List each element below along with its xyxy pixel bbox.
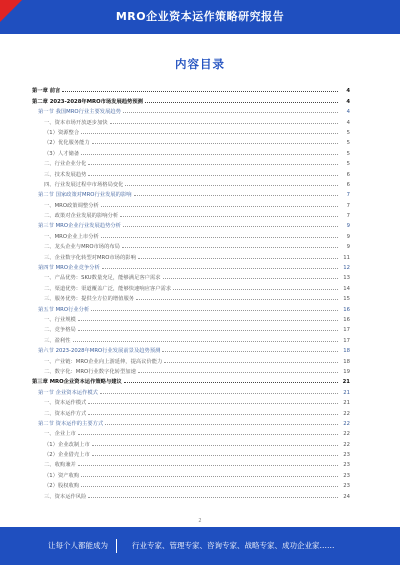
- toc-entry-label: 一、行业规模: [44, 316, 76, 323]
- toc-entry[interactable]: [32, 271, 350, 281]
- toc-entry-label: 一、MRO政策调整分析: [44, 202, 99, 209]
- toc-leader-dots: [62, 91, 338, 92]
- toc-entry-page: 23: [343, 462, 350, 469]
- toc-entry-label: （1）企业改制上市: [44, 441, 90, 448]
- toc-leader-dots: [173, 289, 338, 290]
- toc-entry[interactable]: [32, 281, 350, 291]
- toc-entry-page: 17: [343, 337, 350, 344]
- toc-entry[interactable]: [32, 468, 350, 478]
- toc-entry-page: 22: [343, 410, 350, 417]
- toc-entry[interactable]: [32, 437, 350, 447]
- toc-entry[interactable]: [32, 219, 350, 229]
- toc-leader-dots: [78, 330, 338, 331]
- toc-entry-page: 24: [343, 493, 350, 500]
- toc-entry-page: 16: [343, 306, 350, 313]
- toc-entry-page: 5: [346, 161, 350, 168]
- toc-entry-page: 4: [346, 119, 350, 126]
- footer-tagline: 行业专家、管理专家、咨询专家、战略专家、成功企业家……: [132, 541, 335, 550]
- toc-entry-label: 第三节 MRO企业行业发展趋势分析: [38, 223, 121, 230]
- toc-entry[interactable]: [32, 115, 350, 125]
- toc-entry-label: 三、服务优势：提供全方位的增值服务: [44, 296, 135, 303]
- toc-entry-page: 5: [346, 129, 350, 136]
- toc-leader-dots: [145, 102, 338, 103]
- toc-entry[interactable]: [32, 396, 350, 406]
- toc-leader-dots: [73, 341, 339, 342]
- toc-entry-label: 二、行业企业分化: [44, 161, 87, 168]
- toc-entry-label: 一、产品优势：SKU数量充足，能够满足客户需求: [44, 275, 161, 282]
- toc-entry[interactable]: [32, 105, 350, 115]
- toc-entry[interactable]: [32, 94, 350, 104]
- toc-entry[interactable]: [32, 240, 350, 250]
- toc-entry-label: 一、产业链：MRO企业向上游延伸，提高议价能力: [44, 358, 163, 365]
- toc-leader-dots: [101, 237, 338, 238]
- toc-entry-page: 9: [346, 223, 350, 230]
- toc-leader-dots: [88, 403, 338, 404]
- toc-leader-dots: [164, 362, 338, 363]
- toc-leader-dots: [81, 133, 338, 134]
- toc-entry-label: （3）人才储备: [44, 150, 80, 157]
- toc-entry-label: 二、政策对企业发展的影响分析: [44, 213, 119, 220]
- toc-entry-page: 9: [346, 244, 350, 251]
- toc-leader-dots: [78, 434, 338, 435]
- toc-entry-page: 7: [346, 213, 350, 220]
- toc-entry[interactable]: [32, 198, 350, 208]
- toc-entry[interactable]: [32, 313, 350, 323]
- toc-entry[interactable]: [32, 157, 350, 167]
- toc-leader-dots: [110, 123, 338, 124]
- toc-entry[interactable]: [32, 302, 350, 312]
- toc-leader-dots: [92, 445, 338, 446]
- toc-entry-page: 5: [346, 140, 350, 147]
- toc-entry-label: 三、盈利性: [44, 337, 71, 344]
- toc-entry-label: 一、企业上市: [44, 431, 76, 438]
- toc-leader-dots: [101, 206, 338, 207]
- toc-entry-label: 第五节 MRO行业分析: [38, 306, 90, 313]
- toc-entry-label: 二、渠道优势：渠道覆盖广泛，能够快速响应客户需求: [44, 285, 172, 292]
- toc-leader-dots: [88, 164, 338, 165]
- toc-entry[interactable]: [32, 344, 350, 354]
- toc-entry-label: 二、数字化：MRO行业数字化转型加速: [44, 368, 136, 375]
- toc-entry[interactable]: [32, 136, 350, 146]
- toc-entry[interactable]: [32, 323, 350, 333]
- toc-entry-page: 4: [346, 88, 350, 95]
- toc-entry-page: 9: [346, 233, 350, 240]
- toc-leader-dots: [138, 258, 338, 259]
- toc-entry[interactable]: [32, 84, 350, 94]
- toc-entry-label: 四、行业发展过程中市场格局变化: [44, 181, 124, 188]
- toc-entry[interactable]: [32, 385, 350, 395]
- toc-heading: 内容目录: [175, 57, 225, 71]
- toc-entry-page: 21: [342, 379, 350, 386]
- toc-entry-page: 23: [343, 452, 350, 459]
- toc-entry-label: 第一节 我国MRO行业主要发展趋势: [38, 109, 121, 116]
- toc-entry-page: 18: [343, 348, 350, 355]
- toc-entry-label: 一、MRO企业上市分析: [44, 233, 99, 240]
- toc-entry[interactable]: [32, 417, 350, 427]
- toc-entry[interactable]: [32, 354, 350, 364]
- toc-leader-dots: [81, 154, 338, 155]
- toc-entry-page: 21: [343, 389, 350, 396]
- toc-entry-label: 第一节 企业资本运作模式: [38, 389, 98, 396]
- toc-entry-label: 第一章 前言: [32, 88, 61, 95]
- toc-entry-page: 7: [346, 202, 350, 209]
- footer-lead: 让每个人都能成为: [48, 541, 108, 550]
- toc-leader-dots: [163, 278, 338, 279]
- toc-leader-dots: [134, 195, 338, 196]
- toc-entry-label: （2）优化服务能力: [44, 140, 90, 147]
- toc-entry-label: 二、竞争格局: [44, 327, 76, 334]
- toc-entry-page: 4: [346, 109, 350, 116]
- table-of-contents: [32, 84, 350, 500]
- toc-entry-label: （2）股权收购: [44, 483, 80, 490]
- toc-leader-dots: [105, 424, 338, 425]
- toc-entry-label: 二、收购兼并: [44, 462, 76, 469]
- toc-entry[interactable]: [32, 406, 350, 416]
- toc-leader-dots: [125, 185, 338, 186]
- toc-entry[interactable]: [32, 489, 350, 499]
- toc-entry-page: 11: [343, 254, 350, 261]
- toc-entry-page: 18: [343, 358, 350, 365]
- toc-entry[interactable]: [32, 333, 350, 343]
- toc-leader-dots: [120, 216, 338, 217]
- toc-entry-label: （2）企业借壳上市: [44, 452, 90, 459]
- page-number: 2: [198, 518, 202, 524]
- toc-entry-page: 22: [343, 441, 350, 448]
- toc-leader-dots: [88, 175, 338, 176]
- toc-entry-page: 12: [343, 265, 350, 272]
- toc-leader-dots: [100, 393, 338, 394]
- toc-entry-label: （1）资源整合: [44, 129, 80, 136]
- toc-entry[interactable]: [32, 365, 350, 375]
- toc-entry-page: 4: [346, 98, 350, 105]
- toc-entry-page: 7: [346, 192, 350, 199]
- toc-entry-label: 三、资本运作风险: [44, 493, 87, 500]
- toc-entry[interactable]: [32, 178, 350, 188]
- toc-entry[interactable]: [32, 458, 350, 468]
- toc-entry[interactable]: [32, 188, 350, 198]
- toc-entry[interactable]: [32, 427, 350, 437]
- toc-leader-dots: [102, 268, 338, 269]
- toc-entry[interactable]: [32, 448, 350, 458]
- toc-entry[interactable]: [32, 229, 350, 239]
- toc-entry-page: 5: [346, 150, 350, 157]
- toc-leader-dots: [92, 455, 338, 456]
- toc-leader-dots: [92, 143, 338, 144]
- toc-entry[interactable]: [32, 250, 350, 260]
- toc-entry-page: 21: [343, 400, 350, 407]
- toc-entry-label: 第二节 国家政策对MRO行业发展的影响: [38, 192, 132, 199]
- toc-entry-page: 22: [343, 420, 350, 427]
- footer-banner: [0, 527, 400, 565]
- toc-leader-dots: [88, 497, 338, 498]
- toc-entry[interactable]: [32, 292, 350, 302]
- toc-entry-label: 一、资本运作模式: [44, 400, 87, 407]
- toc-leader-dots: [136, 299, 338, 300]
- toc-leader-dots: [122, 247, 338, 248]
- toc-entry-label: 一、资本市场开放逐步加快: [44, 119, 108, 126]
- toc-entry[interactable]: [32, 146, 350, 156]
- report-title: MRO企业资本运作策略研究报告: [115, 10, 285, 23]
- toc-entry-label: 第二章 2023-2028年MRO市场发展趋势预测: [32, 98, 143, 105]
- toc-entry-label: 第六节 2023-2028年MRO行业发展前景及趋势预测: [38, 348, 161, 355]
- toc-entry-page: 13: [343, 275, 350, 282]
- toc-entry-label: 第三章 MRO企业资本运作策略与建议: [32, 379, 122, 386]
- toc-leader-dots: [138, 372, 338, 373]
- toc-entry[interactable]: [32, 126, 350, 136]
- toc-leader-dots: [124, 382, 338, 383]
- toc-entry-page: 6: [346, 181, 350, 188]
- toc-leader-dots: [91, 310, 338, 311]
- toc-entry-page: 22: [343, 431, 350, 438]
- toc-entry-page: 23: [343, 472, 350, 479]
- toc-entry-label: 第四节 MRO企业竞争分析: [38, 265, 100, 272]
- footer-separator: [116, 539, 117, 553]
- toc-leader-dots: [78, 465, 338, 466]
- toc-entry-label: 二、龙头企业与MRO市场的布局: [44, 244, 120, 251]
- toc-entry-label: 二、资本运作方式: [44, 410, 87, 417]
- toc-entry[interactable]: [32, 375, 350, 385]
- toc-leader-dots: [123, 112, 338, 113]
- toc-leader-dots: [88, 414, 338, 415]
- toc-entry-label: 三、企业数字化转型对MRO市场的影响: [44, 254, 136, 261]
- toc-leader-dots: [162, 351, 338, 352]
- toc-entry-page: 6: [346, 171, 350, 178]
- toc-entry-page: 14: [343, 285, 350, 292]
- toc-entry-label: （1）资产收购: [44, 472, 80, 479]
- toc-entry[interactable]: [32, 209, 350, 219]
- toc-entry-page: 19: [343, 368, 350, 375]
- toc-leader-dots: [78, 320, 338, 321]
- toc-entry[interactable]: [32, 167, 350, 177]
- toc-leader-dots: [81, 476, 338, 477]
- toc-entry-label: 三、技术发展趋势: [44, 171, 87, 178]
- toc-entry[interactable]: [32, 261, 350, 271]
- toc-entry-page: 15: [343, 296, 350, 303]
- toc-entry-page: 23: [343, 483, 350, 490]
- toc-leader-dots: [123, 226, 338, 227]
- toc-entry-page: 17: [343, 327, 350, 334]
- toc-leader-dots: [81, 486, 338, 487]
- toc-entry-page: 16: [343, 316, 350, 323]
- toc-entry-label: 第二节 资本运作的主要方式: [38, 420, 104, 427]
- toc-entry[interactable]: [32, 479, 350, 489]
